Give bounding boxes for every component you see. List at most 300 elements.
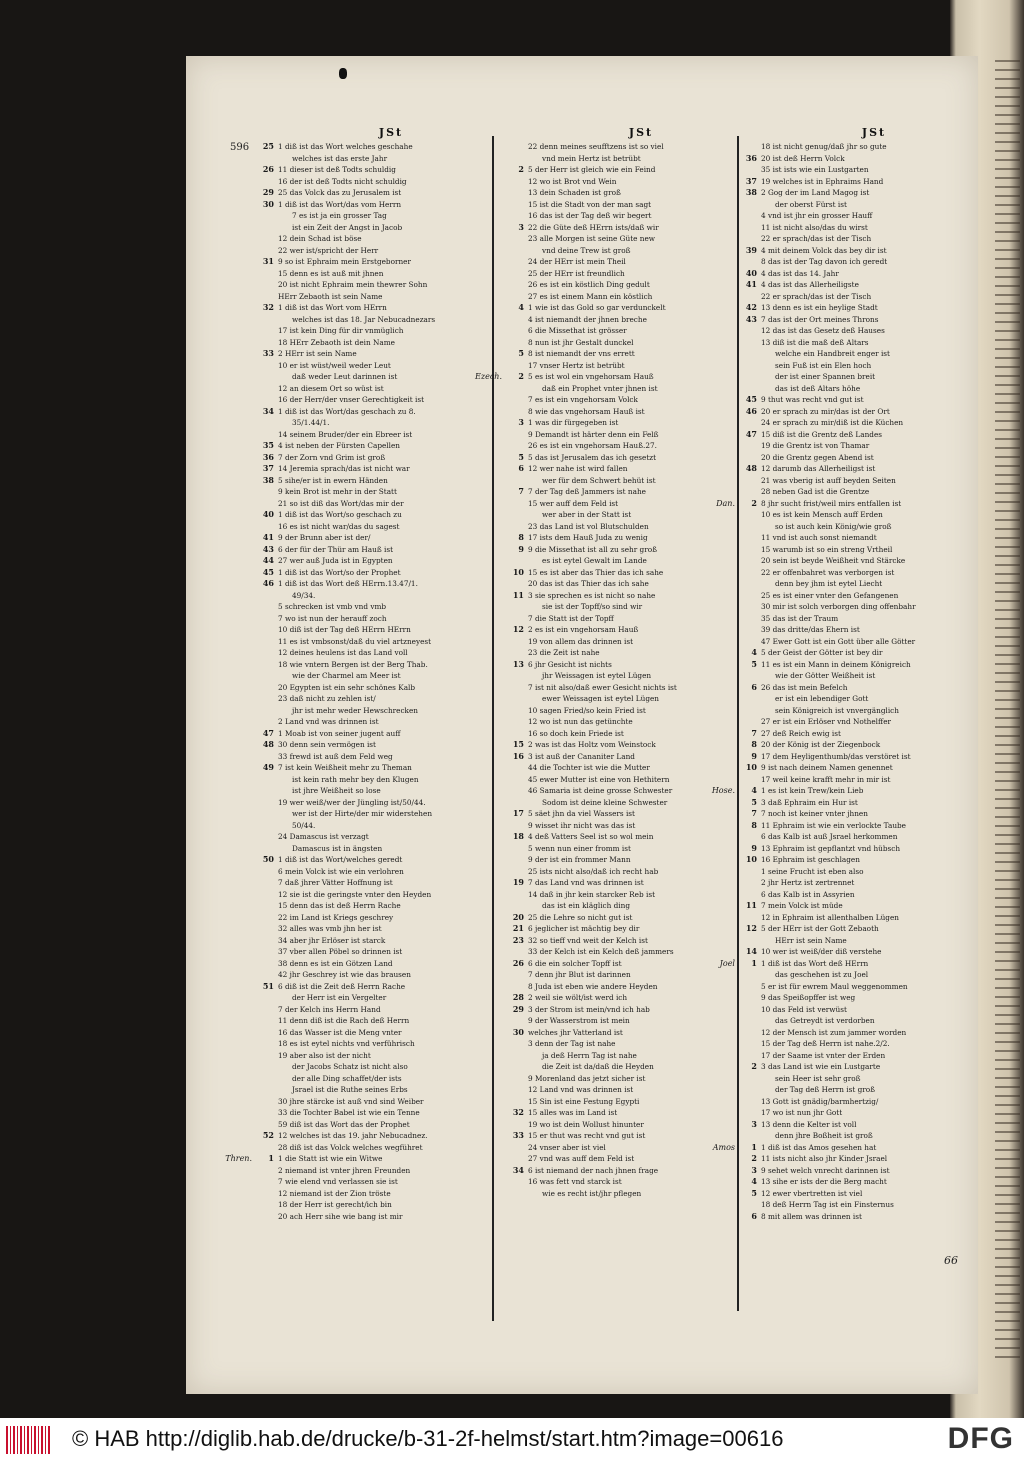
entry-text: 22 denn meines seufftzens ist so viel xyxy=(528,142,664,151)
entry-text: 4 das ist das Allerheiligste xyxy=(761,280,859,289)
chapter-number: 26 xyxy=(512,957,524,968)
chapter-number: 10 xyxy=(512,566,524,577)
index-entry xyxy=(262,980,504,993)
entry-text: 10 sagen Fried/so kein Fried ist xyxy=(528,705,646,715)
chapter-number: 12 xyxy=(745,923,757,933)
index-entry xyxy=(745,313,987,326)
index-entry xyxy=(512,934,754,947)
chapter-number: 8 xyxy=(751,739,757,749)
viewer-footer xyxy=(0,1418,1024,1461)
index-entry xyxy=(278,1038,504,1050)
entry-text: 12 dein Schad ist böse xyxy=(278,234,362,243)
entry-text: 16 das ist der Tag deß wir begert xyxy=(528,211,652,220)
chapter-number: 5 xyxy=(751,796,757,807)
index-entry xyxy=(512,923,754,935)
entry-text: denn bey jhm ist eytel Liecht xyxy=(775,579,883,588)
index-entry xyxy=(528,601,754,613)
entry-text: 8 Juda ist eben wie andere Heyden xyxy=(528,981,658,991)
index-entry xyxy=(745,279,987,291)
entry-text: 22 im Land ist Kriegs geschrey xyxy=(278,912,394,922)
chapter-number: 3 xyxy=(751,1118,757,1129)
index-entry xyxy=(751,1153,987,1165)
entry-text: 38 denn es ist ein Götzen Land xyxy=(278,958,393,968)
index-entry xyxy=(512,831,754,843)
chapter-number: 2 xyxy=(751,1153,757,1163)
index-entry xyxy=(528,475,754,487)
index-entry xyxy=(761,693,987,705)
index-entry xyxy=(528,521,754,533)
index-entry xyxy=(761,705,987,717)
entry-text: 24 Damascus ist verzagt xyxy=(278,832,369,841)
index-entry xyxy=(751,1164,987,1177)
entry-text: 20 ach Herr sihe wie bang ist mir xyxy=(278,1211,403,1221)
entry-text: 8 jhr sucht frist/weil mirs entfallen ist xyxy=(761,498,902,508)
index-column-3 xyxy=(711,126,987,1222)
book-name: Amos xyxy=(712,1142,735,1152)
chapter-number: 39 xyxy=(745,244,757,255)
index-entry xyxy=(278,900,504,912)
index-entry xyxy=(278,314,504,326)
index-entry xyxy=(761,141,987,153)
index-entry xyxy=(528,429,754,441)
entry-text: 11 dieser ist deß Todts schuldig xyxy=(278,165,396,174)
index-entry xyxy=(528,291,754,303)
index-entry xyxy=(278,935,504,947)
entry-text: 2 niemand ist vnter jhren Freunden xyxy=(278,1165,411,1175)
copyright-url[interactable]: © HAB http://diglib.hab.de/drucke/b-31-2f-helmst/start.htm?image=00616 xyxy=(72,1426,784,1451)
entry-text: 1 diß ist das Amos gesehen hat xyxy=(761,1142,877,1152)
index-entry xyxy=(278,233,504,245)
index-entry xyxy=(262,1130,504,1142)
chapter-number: 36 xyxy=(262,451,274,462)
index-entry xyxy=(761,831,987,843)
index-entry xyxy=(518,302,754,314)
index-entry xyxy=(751,1061,987,1073)
chapter-number: 35 xyxy=(262,440,274,450)
index-entry xyxy=(761,1073,987,1085)
entry-text: wer aber in der Statt ist xyxy=(542,510,632,519)
chapter-number: 43 xyxy=(745,313,757,324)
entry-text: 5 säet jhn da viel Wassers ist xyxy=(528,809,635,818)
entry-text: HErr Zebaoth ist sein Name xyxy=(278,291,383,301)
entry-text: jhr Weissagen ist eytel Lügen xyxy=(542,671,652,680)
index-entry xyxy=(262,141,504,153)
entry-text: welche ein Handbreit enger ist xyxy=(775,349,890,358)
entry-text: 9 der Brunn aber ist der/ xyxy=(278,533,371,542)
entry-text: 1 seine Frucht ist eben also xyxy=(761,866,864,876)
book-name: Hose. xyxy=(711,786,735,795)
entry-text: 23 das Land ist vol Blutschulden xyxy=(528,521,649,531)
entry-text: 8 ist niemandt der vns errett xyxy=(528,349,635,358)
entry-text: wie es recht ist/jhr pflegen xyxy=(542,1188,642,1198)
entry-text: 30 jhre stärcke ist auß vnd sind Weiber xyxy=(278,1096,424,1106)
entry-text: 26 das ist mein Befelch xyxy=(761,682,848,692)
chapter-number: 46 xyxy=(262,578,274,588)
entry-text: 26 es ist ein köstlich Ding gedult xyxy=(528,280,650,289)
index-entry xyxy=(262,164,504,176)
entry-text: 15 wer auff dem Feld ist xyxy=(528,498,619,508)
index-entry xyxy=(528,256,754,268)
index-entry xyxy=(528,1050,754,1062)
index-entry xyxy=(528,866,754,878)
entry-text: sie ist der Topff/so sind wir xyxy=(542,602,643,611)
entry-text: 5 sihe/er ist in ewern Händen xyxy=(278,475,388,485)
index-entry xyxy=(751,647,987,659)
index-entry xyxy=(761,509,987,521)
index-entry xyxy=(278,1073,504,1085)
index-entry xyxy=(278,590,504,602)
index-entry xyxy=(528,233,754,245)
entry-text: 20 Egypten ist ein sehr schönes Kalb xyxy=(278,682,416,692)
index-entry xyxy=(761,601,987,613)
index-entry xyxy=(278,785,504,797)
entry-text: 2 weil sie wölt/ist werd ich xyxy=(528,993,628,1002)
index-entry xyxy=(278,1199,504,1211)
entry-text: 11 es ist vmbsonst/daß du viel artzneyest xyxy=(278,636,432,646)
entry-text: 7 das Land vnd was drinnen ist xyxy=(528,878,644,887)
entry-text: 2 HErr ist sein Name xyxy=(278,349,357,358)
entry-text: ist jhre Weißheit so lose xyxy=(292,786,381,795)
entry-text: 6 diß ist die Zeit deß Herrn Rache xyxy=(278,981,406,991)
index-entry xyxy=(761,992,987,1004)
chapter-number: 42 xyxy=(745,302,757,312)
index-entry xyxy=(745,428,987,441)
chapter-number: 4 xyxy=(751,1176,757,1186)
entry-text: 24 er sprach zu mir/diß ist die Küchen xyxy=(761,418,904,427)
entry-text: 1 diß ist das Wort welches geschahe xyxy=(278,142,413,151)
index-entry xyxy=(761,1027,987,1039)
entry-text: 4 ist neben der Fürsten Capellen xyxy=(278,441,400,450)
chapter-number: 44 xyxy=(262,555,274,565)
index-entry xyxy=(262,302,504,314)
index-entry xyxy=(761,360,987,372)
index-entry xyxy=(278,1211,504,1223)
entry-text: 22 die Güte deß HErrn ists/daß wir xyxy=(528,222,659,232)
entry-text: 2 was ist das Holtz vom Weinstock xyxy=(528,740,656,749)
index-entry xyxy=(262,739,504,751)
index-entry xyxy=(745,152,987,165)
entry-text: 12 in Ephraim ist allenthalben Lügen xyxy=(761,912,899,922)
entry-text: 16 so doch kein Friede ist xyxy=(528,728,624,738)
index-entry xyxy=(262,474,504,487)
entry-text: 1 diß ist das Wort deß HErrn xyxy=(761,958,869,968)
index-entry xyxy=(528,946,754,958)
index-entry xyxy=(751,1187,987,1200)
entry-text: 17 der Saame ist vnter der Erden xyxy=(761,1050,886,1060)
entry-text: 9 thut was recht vnd gut ist xyxy=(761,395,864,404)
index-entry xyxy=(528,1015,754,1027)
index-entry xyxy=(225,1153,504,1165)
chapter-number: 1 xyxy=(751,1141,757,1152)
entry-text: 18 deß Herrn Tag ist ein Finsternus xyxy=(761,1200,894,1209)
index-entry xyxy=(278,877,504,889)
index-entry xyxy=(528,1073,754,1085)
index-entry xyxy=(761,774,987,786)
index-entry xyxy=(512,1003,754,1016)
index-entry xyxy=(278,601,504,613)
index-entry xyxy=(528,176,754,188)
index-entry xyxy=(528,1119,754,1131)
index-entry xyxy=(278,394,504,406)
index-entry xyxy=(512,624,754,636)
book-name: Thren. xyxy=(225,1154,252,1163)
index-entry xyxy=(751,1176,987,1188)
chapter-number: 34 xyxy=(262,405,274,416)
entry-text: 21 so ist diß das Wort/das mir der xyxy=(278,498,404,508)
index-entry xyxy=(528,969,754,981)
index-entry xyxy=(761,1015,987,1027)
index-entry xyxy=(262,509,504,521)
index-entry xyxy=(761,866,987,878)
chapter-number: 1 xyxy=(751,957,757,968)
entry-text: 12 an diesem Ort so wüst ist xyxy=(278,383,384,393)
column-heading: JSt xyxy=(378,126,404,139)
index-entry xyxy=(528,1061,754,1073)
index-entry xyxy=(761,877,987,889)
index-entry xyxy=(512,911,754,924)
chapter-number: 33 xyxy=(512,1130,524,1140)
index-entry xyxy=(711,785,987,797)
entry-text: 19 aber also ist der nicht xyxy=(278,1050,371,1060)
entry-text: Damascus ist in ängsten xyxy=(292,843,383,853)
entry-text: 6 jhr Gesicht ist nichts xyxy=(528,659,612,669)
index-entry xyxy=(518,164,754,176)
chapter-number: 3 xyxy=(518,221,524,232)
entry-text: 7 ist nit also/daß ewer Gesicht nichts ist xyxy=(528,682,677,692)
index-entry xyxy=(761,1004,987,1016)
entry-text: 3 denn der Tag ist nahe xyxy=(528,1039,616,1048)
index-entry xyxy=(761,981,987,993)
chapter-number: 28 xyxy=(512,992,524,1002)
index-entry xyxy=(528,1038,754,1050)
chapter-number: 33 xyxy=(262,348,274,358)
index-entry xyxy=(278,521,504,533)
entry-text: 37 vber allen Pöbel so drinnen ist xyxy=(278,947,403,956)
index-entry xyxy=(512,1107,754,1119)
index-entry xyxy=(528,820,754,832)
entry-text: 3 daß Ephraim ein Hur ist xyxy=(761,797,858,807)
index-entry xyxy=(278,693,504,705)
entry-text: 14 daß in jhr kein starcker Reb ist xyxy=(528,889,655,899)
entry-text: 14 Jeremia sprach/das ist nicht war xyxy=(278,464,410,473)
entry-text: ja deß Herrn Tag ist nahe xyxy=(542,1050,637,1060)
index-entry xyxy=(528,245,754,257)
chapter-number: 51 xyxy=(262,980,274,991)
chapter-number: 4 xyxy=(751,647,757,657)
entry-text: 12 niemand ist der Zion tröste xyxy=(278,1188,391,1198)
index-entry xyxy=(761,521,987,533)
entry-text: 16 was fett vnd starck ist xyxy=(528,1177,622,1186)
entry-text: 1 es ist kein Trew/kein Lieb xyxy=(761,786,864,795)
index-entry xyxy=(278,291,504,303)
index-entry xyxy=(761,716,987,728)
chapter-number: 11 xyxy=(512,589,524,600)
entry-text: 20 die Grentz gegen Abend ist xyxy=(761,452,874,462)
entry-text: wer für dem Schwert behüt ist xyxy=(542,475,656,485)
entry-text: 35 ist ists wie ein Lustgarten xyxy=(761,165,869,174)
entry-text: 47 Ewer Gott ist ein Gott über alle Götter xyxy=(761,636,916,646)
entry-text: jhr ist mehr weder Hewschrecken xyxy=(292,705,418,715)
entry-text: 15 denn das ist deß Herrn Rache xyxy=(278,901,401,910)
entry-text: 25 das Volck das zu Jerusalem ist xyxy=(278,188,402,197)
index-entry xyxy=(751,842,987,855)
entry-text: 7 die Statt ist der Topff xyxy=(528,613,614,623)
entry-text: 5 der Geist der Götter ist bey dir xyxy=(761,648,883,657)
chapter-number: 38 xyxy=(745,187,757,197)
entry-text: 25 ists nicht also/daß ich recht hab xyxy=(528,866,659,876)
index-entry xyxy=(751,819,987,832)
chapter-number: 3 xyxy=(518,417,524,427)
index-entry xyxy=(751,658,987,671)
index-entry xyxy=(262,727,504,740)
chapter-number: 29 xyxy=(512,1003,524,1014)
index-entry xyxy=(761,440,987,452)
index-entry xyxy=(745,394,987,406)
index-entry xyxy=(278,417,504,429)
chapter-number: 46 xyxy=(745,405,757,416)
chapter-number: 15 xyxy=(512,739,524,749)
index-entry xyxy=(278,647,504,659)
chapter-number: 2 xyxy=(518,371,524,381)
entry-text: 27 vnd was auff dem Feld ist xyxy=(528,1154,635,1163)
chapter-number: 13 xyxy=(512,658,524,669)
index-entry xyxy=(751,727,987,740)
index-entry xyxy=(528,981,754,993)
index-entry xyxy=(278,624,504,636)
entry-text: 6 mein Volck ist wie ein verlohren xyxy=(278,866,404,876)
index-entry xyxy=(745,900,987,912)
index-entry xyxy=(528,1188,754,1200)
entry-text: der alle Ding schaffet/der ists xyxy=(292,1073,402,1083)
entry-text: 12 wer nahe ist wird fallen xyxy=(528,464,628,473)
index-entry xyxy=(528,187,754,199)
entry-text: 19 welches ist in Ephraims Hand xyxy=(761,176,884,186)
entry-text: 15 warumb ist so ein streng Vrtheil xyxy=(761,544,893,554)
index-entry xyxy=(278,705,504,717)
index-entry xyxy=(512,739,754,751)
entry-text: 50/44. xyxy=(292,820,316,830)
entry-text: 1 diß ist das Wort/so geschach zu xyxy=(278,510,402,519)
index-entry xyxy=(761,912,987,924)
index-entry xyxy=(278,808,504,820)
entry-text: 2 es ist ein vngehorsam Hauß xyxy=(528,625,639,634)
entry-text: 13 Gott ist gnädig/barmhertzig/ xyxy=(761,1096,879,1106)
entry-text: 15 es ist aber das Thier das ich sahe xyxy=(528,567,664,577)
index-entry xyxy=(528,1084,754,1096)
chapter-number: 5 xyxy=(518,451,524,462)
index-entry xyxy=(278,268,504,280)
entry-text: 8 nun ist jhr Gestalt dunckel xyxy=(528,337,634,347)
index-entry xyxy=(761,889,987,901)
entry-text: HErr ist sein Name xyxy=(775,935,847,945)
entry-text: 49/34. xyxy=(292,590,316,600)
entry-text: 16 Ephraim ist geschlagen xyxy=(761,855,860,864)
index-entry xyxy=(528,716,754,728)
entry-text: 5 wenn nun einer fromm ist xyxy=(528,843,631,853)
entry-text: 1 wie ist das Gold so gar verdunckelt xyxy=(528,303,666,312)
chapter-number: 9 xyxy=(751,842,757,853)
index-entry xyxy=(761,1199,987,1211)
entry-text: 32 alles was vmb jhn her ist xyxy=(278,924,382,933)
barcode-icon xyxy=(6,1426,50,1454)
index-entry xyxy=(528,394,754,406)
entry-text: 1 die Statt ist wie ein Witwe xyxy=(278,1154,383,1163)
index-entry xyxy=(278,923,504,935)
index-entry xyxy=(761,383,987,395)
chapter-number: 6 xyxy=(751,1210,757,1221)
index-entry xyxy=(518,532,754,544)
index-entry xyxy=(262,451,504,464)
entry-text: 59 diß ist das Wort das der Prophet xyxy=(278,1119,410,1129)
entry-text: 6 ist niemand der nach jhnen frage xyxy=(528,1165,659,1175)
chapter-number: 45 xyxy=(262,566,274,577)
index-entry xyxy=(278,659,504,671)
entry-text: 10 er ist wüst/weil weder Leut xyxy=(278,360,391,370)
index-entry xyxy=(278,210,504,222)
entry-text: 21 was vberig ist auff beyden Seiten xyxy=(761,475,896,485)
entry-text: 23 daß nicht zu zehlen ist/ xyxy=(278,694,376,703)
index-entry xyxy=(761,199,987,211)
chapter-number: 47 xyxy=(262,727,274,738)
index-entry xyxy=(528,360,754,372)
chapter-number: 2 xyxy=(751,497,757,508)
entry-text: 30 denn sein vermögen ist xyxy=(278,740,376,749)
entry-text: 22 wer ist/spricht der Herr xyxy=(278,245,379,255)
entry-text: 14 seinem Bruder/der ein Ebreer ist xyxy=(278,429,413,439)
entry-text: daß ein Prophet vnter jhnen ist xyxy=(542,383,658,393)
index-entry xyxy=(278,716,504,728)
chapter-number: 1 xyxy=(268,1153,274,1163)
entry-text: es ist eytel Gewalt im Lande xyxy=(542,556,647,565)
entry-text: 5 das ist Jerusalem das ich gesetzt xyxy=(528,452,657,462)
index-entry xyxy=(528,153,754,165)
chapter-number: 34 xyxy=(512,1164,524,1175)
entry-text: 16 der ist deß Todts nicht schuldig xyxy=(278,176,407,186)
index-entry xyxy=(528,199,754,211)
chapter-number: 5 xyxy=(518,348,524,358)
chapter-number: 30 xyxy=(262,198,274,209)
entry-text: 46 Samaria ist deine grosse Schwester xyxy=(528,786,673,795)
entry-text: 9 kein Brot ist mehr in der Statt xyxy=(278,487,397,496)
index-entry xyxy=(528,843,754,855)
entry-text: welches ist das erste Jahr xyxy=(292,153,388,163)
entry-text: 12 deines heulens ist das Land voll xyxy=(278,648,408,657)
index-entry xyxy=(278,1015,504,1027)
entry-text: 2 Gog der im Land Magog ist xyxy=(761,188,870,197)
index-entry xyxy=(528,141,754,153)
entry-text: 6 die ein solcher Topff ist xyxy=(528,958,622,968)
index-entry xyxy=(745,946,987,958)
entry-text: 7 ist kein Weißheit mehr zu Theman xyxy=(278,763,412,772)
chapter-number: 50 xyxy=(262,854,274,864)
index-entry xyxy=(761,417,987,429)
index-entry xyxy=(528,578,754,590)
index-entry xyxy=(278,486,504,498)
column-heading: JSt xyxy=(861,126,887,139)
entry-text: 20 er sprach zu mir/das ist der Ort xyxy=(761,406,890,416)
index-entry xyxy=(278,958,504,970)
book-name: Dan. xyxy=(716,498,735,508)
index-entry xyxy=(262,187,504,199)
entry-text: daß weder Leut darinnen ist xyxy=(292,372,398,381)
entry-text: 9 der Wasserstrom ist mein xyxy=(528,1016,630,1025)
index-entry xyxy=(262,566,504,579)
entry-text: 16 der Herr/der vnser Gerechtigkeit ist xyxy=(278,395,425,404)
entry-text: denn jhre Boßheit ist groß xyxy=(775,1131,873,1140)
entry-text: 25 die Lehre so nicht gut ist xyxy=(528,912,633,922)
chapter-number: 4 xyxy=(751,785,757,795)
index-entry xyxy=(745,302,987,314)
